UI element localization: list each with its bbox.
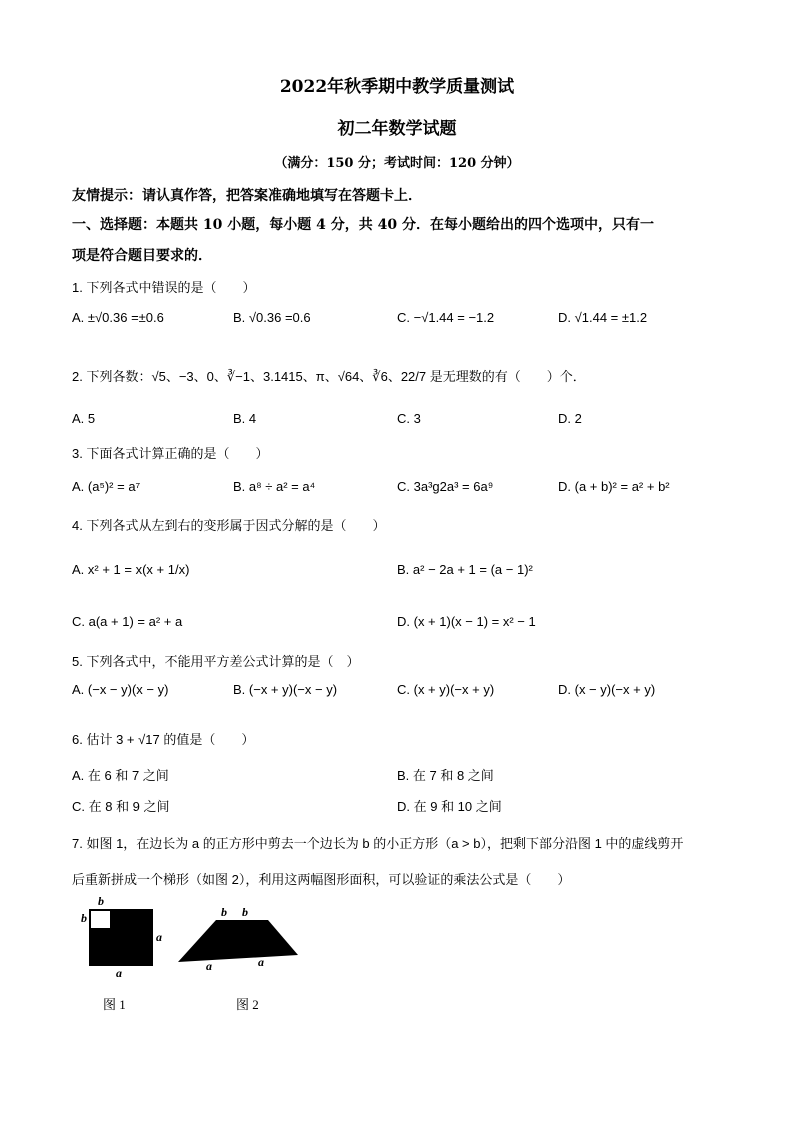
q2-option-a: A. 5 — [72, 411, 96, 426]
q6-option-d: D. 在 9 和 10 之间 — [397, 799, 502, 814]
page-subtitle: 初二年数学试题 — [337, 119, 457, 139]
tip-text: 友情提示：请认真作答，把答案准确地填写在答题卡上． — [72, 188, 422, 204]
figure-1-caption: 图 1 — [103, 997, 126, 1012]
q3-option-a: A. (a⁵)² = a⁷ — [72, 479, 141, 494]
section-heading-line2: 项是符合题目要求的． — [72, 248, 212, 264]
fig1-label-a-right: a — [156, 930, 162, 944]
q2-option-c: C. 3 — [397, 411, 421, 426]
q3-option-b: B. a⁸ ÷ a² = a⁴ — [233, 479, 316, 494]
q4-option-c: C. a(a + 1) = a² + a — [72, 614, 183, 629]
exam-meta: （满分：150 分；考试时间：120 分钟） — [274, 156, 520, 171]
q1-option-c: C. −√1.44 = −1.2 — [397, 310, 495, 325]
q1-option-a: A. ±√0.36 =±0.6 — [72, 310, 164, 325]
question-2-stem: 2. 下列各数：√5、−3、0、∛−1、3.1415、π、√64、∛6、22/7 是无理数的有（ ）个． — [72, 369, 586, 384]
section-heading-line1: 一、选择题：本题共 10 小题，每小题 4 分，共 40 分．在每小题给出的四个选项中，只有一 — [72, 217, 654, 233]
fig1-label-a-bottom: a — [116, 966, 122, 980]
q2-option-b: B. 4 — [233, 411, 257, 426]
fig1-label-b-left: b — [81, 911, 87, 925]
figure-2-caption: 图 2 — [236, 997, 259, 1012]
q3-option-c: C. 3a³g2a³ = 6a⁹ — [397, 479, 494, 494]
fig2-label-b-left: b — [221, 905, 227, 919]
fig1-label-b-top: b — [98, 895, 104, 908]
question-7-stem-line2: 后重新拼成一个梯形（如图 2），利用这两幅图形面积，可以验证的乘法公式是（ ） — [72, 872, 571, 887]
figure-2-trapezoid — [170, 895, 310, 980]
q4-option-b: B. a² − 2a + 1 = (a − 1)² — [397, 562, 533, 577]
figure-1-square — [76, 895, 166, 980]
question-4-stem: 4. 下列各式从左到右的变形属于因式分解的是（ ） — [72, 518, 386, 533]
q5-option-c: C. (x + y)(−x + y) — [397, 682, 495, 697]
page-title: 2022年秋季期中教学质量测试 — [279, 77, 515, 97]
q2-option-d: D. 2 — [558, 411, 582, 426]
fig2-label-a-right: a — [258, 955, 264, 969]
question-6-stem: 6. 估计 3 + √17 的值是（ ） — [72, 732, 255, 747]
q1-option-d: D. √1.44 = ±1.2 — [558, 310, 648, 325]
question-3-stem: 3. 下面各式计算正确的是（ ） — [72, 446, 269, 461]
fig2-label-a-left: a — [206, 959, 212, 973]
q5-option-b: B. (−x + y)(−x − y) — [233, 682, 338, 697]
q1-option-b: B. √0.36 =0.6 — [233, 310, 311, 325]
question-7-stem-line1: 7. 如图 1，在边长为 a 的正方形中剪去一个边长为 b 的小正方形（a > b），把剩下部分沿图 1 中的虚线剪开 — [72, 836, 684, 851]
q4-option-a: A. x² + 1 = x(x + 1/x) — [72, 562, 190, 577]
q5-option-d: D. (x − y)(−x + y) — [558, 682, 656, 697]
q3-option-d: D. (a + b)² = a² + b² — [558, 479, 670, 494]
q6-option-c: C. 在 8 和 9 之间 — [72, 799, 170, 814]
fig2-label-b-right: b — [242, 905, 248, 919]
q5-option-a: A. (−x − y)(x − y) — [72, 682, 169, 697]
question-5-stem: 5. 下列各式中，不能用平方差公式计算的是（ ） — [72, 654, 360, 669]
question-1-stem: 1. 下列各式中错误的是（ ） — [72, 280, 256, 295]
q6-option-a: A. 在 6 和 7 之间 — [72, 768, 169, 783]
q4-option-d: D. (x + 1)(x − 1) = x² − 1 — [397, 614, 536, 629]
q6-option-b: B. 在 7 和 8 之间 — [397, 768, 494, 783]
